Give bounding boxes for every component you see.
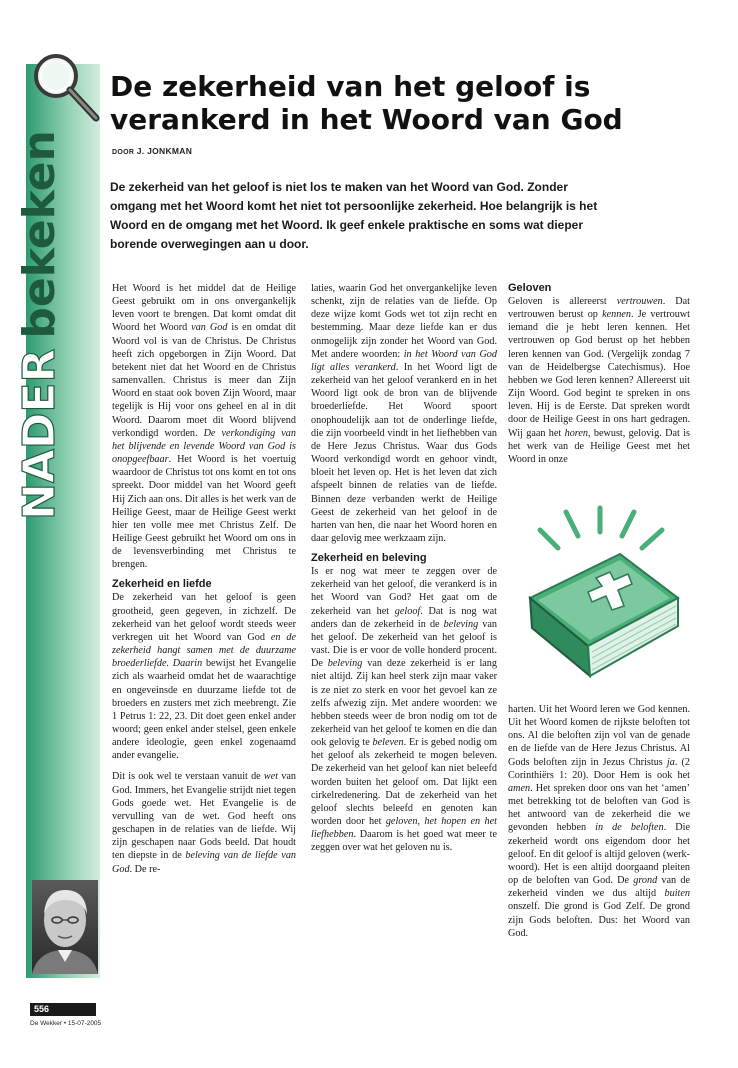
byline-prefix: DOOR [112,149,135,156]
column-2 [311,282,497,855]
magnifier-icon [30,50,110,130]
subheading-zekerheid-beleving: Zekerheid en beleving [311,552,427,565]
lead-paragraph: De zekerheid van het geloof is niet los te maken van het Woord van God. Zonder omgang met het Woord komt het niet tot persoonlijke zekerheid. Hoe belangrijk is het Woord en de omgang met het Woord. Ik geef enkele praktische en soms wat dieper borende overwegingen aan u door. [110,180,598,251]
author-name: J. JONKMAN [136,146,193,156]
series-word-nader: NADER [14,348,65,520]
article-title: De zekerheid van het geloof is verankerd in het Woord van God [110,70,623,136]
series-word-bekeken: bekeken [14,130,65,339]
page-number: 556 [30,1003,96,1016]
column-3-bottom [508,703,690,940]
body-paragraph: harten. Uit het Woord leren we God kennen. Uit het Woord komen de rijkste beloften tot ons. Al die beloften zijn vol van de genade en de liefde van de Here Jezus Christus. Al Gods beloften zijn in Jezus Christus ja. (2 Corinthiërs 1: 20). Door Hem is ook het amen. Het spreken door ons van het ‘amen’ met betrekking tot de beloften van God is het antwoord van de zekerheid die we gevonden hebben in de beloften. Die zekerheid wordt ons eigendom door het geloof. En dit geloof is altijd geloven (werk-woord). Het is een altijd doorgaand pleiten op de beloften van God. De grond van de zekerheid vinden we dus altijd buiten onszelf. Die grond is God Zelf. De grond zijn Gods beloften. Dus: het Woord van God. [508,704,690,939]
bible-illustration [508,506,692,686]
body-paragraph: Is er nog wat meer te zeggen over de zekerheid van het geloof, die verankerd is in het Woord van God? Het gaat om de zekerheid van het geloof. Dat is nog wat anders dan de zekerheid in de beleving van het geloof. De zekerheid van het geloof is vast. Die is er voor de volle honderd procent. De beleving van deze zekerheid is er lang niet altijd. Zij kan heel sterk zijn maar vaker is ze niet zo sterk en voor het gevoel kan ze zelfs afwezig zijn. Met andere woorden: we hebben steeds weer de bron nodig om tot de zekerheid van het geloof te komen en die dan ook gelovig te beleven. Er is gebed nodig om het geloof als zekerheid te mogen beleven. De zekerheid van het geloof kan niet beleefd worden buiten het geloof om. Dat lijkt een cirkelredenering. Dat de zekerheid van het geloof slechts beleefd en genoten kan worden door het geloven, het hopen en het liefhebben. Daarom is het goed wat meer te zeggen over wat het geloven nu is. [311,566,497,854]
svg-text:NADERbekeken [14,130,65,520]
body-paragraph: laties, waarin God het onvergankelijke leven schenkt, zijn de relaties van de liefde. Op deze wijze komt Gods wet tot zijn recht en bestemming. Maar deze liefde kan er dus onmogelijk zijn zonder het Woord van God. Met andere woorden: in het Woord van God ligt alles verankerd. In het Woord ligt de zekerheid van het geloof verankerd en in het Woord ligt ook de bron van de blijvende broederliefde. Het Woord spoort onophoudelijk aan tot de onderlinge liefde, die zijn voorbeeld vindt in het liefhebben van de Here Jezus Christus. Waar dus Gods Woord verkondigd wordt en gehoor vindt, bloeit het leven op. Het is het leven dat zich afspeelt binnen de relaties van de liefde. Binnen deze verbanden werkt de Heilige Geest de zekerheid van het geloof in de harten van hen, die naar het Woord horen en daar gelovig mee werkzaam zijn. [311,283,497,544]
body-paragraph: Geloven is allereerst vertrouwen. Dat vertrouwen berust op kennen. Je vertrouwt iemand die je hebt leren kennen. Het vertrouwen op God berust op het hebben leren kennen van God. (Vergelijk zondag 7 van de Heidelbergse Catechismus). Hoe hebben we God leren kennen? Allereerst uit Zijn Woord. God begint te spreken in ons leven. Hij is de Eerste. Dat spreken wordt door de Heilige Geest in ons hart gedragen. Wij gaan het horen, bewust, gelovig. Dat is het werk van de Heilige Geest met het Woord in onze [508,296,690,465]
column-3-top [508,281,690,466]
body-paragraph: De zekerheid van het geloof is geen grootheid, geen gegeven, in zichzelf. De zekerheid van het geloof wordt steeds weer verkregen uit het Woord van God en de zekerheid hangt samen met de duurzame broederliefde. Daarin bewijst het Evangelie zich als waarheid omdat het de waarachtige en ongeveinsde en duurzame liefde tot de broeders en zusters met zich meebrengt. Zie 1 Petrus 1: 22, 23. Dit doet geen enkel ander woord; geen enkel ander stelsel, geen enkele andere ideologie, geen enkel zogenaamd ander evangelie. [112,592,297,762]
byline [112,146,192,156]
author-photo [32,880,98,974]
body-paragraph: Het Woord is het middel dat de Heilige Geest gebruikt om in ons onvergankelijk leven voort te brengen. Dat komt omdat dit Woord het Woord van God is en omdat dit Woord vol is van de Christus. De Christus heeft zich opgeborgen in Zijn Woord. Dat betekent niet dat het Woord en de Christus samenvallen. Christus is meer dan Zijn Woord en staat ook boven Zijn Woord, maar tegelijk is Hij voor ons geheel en al in dit Woord. Daarom moet dit Woord blijvend verkondigd worden. De verkondiging van het blijvende en levende Woord van God is onopgeefbaar. Het Woord is het voertuig waardoor de Christus tot ons komt en tot ons spreekt. Door middel van het Woord geeft Hij Zich aan ons. Dit alles is het werk van de Heilige Geest, maar de Heilige Geest werkt hier ten volle mee met Christus Zelf. De Heilige Geest gebruikt het Woord om ons in de levensverbinding met Christus te brengen. [112,283,296,571]
subheading-zekerheid-liefde: Zekerheid en liefde [112,578,212,591]
body-paragraph: Dit is ook wel te verstaan vanuit de wet van God. Immers, het Evangelie strijdt niet tegen Gods goede wet. Het Evangelie is de vervulling van de wet. God heeft ons geschapen in de relaties van de liefde. Wij zijn geschapen naar Gods beeld. Dat houdt ten diepste in de beleving van de liefde van God. De re- [112,771,297,875]
column-1 [112,282,296,876]
publication-line: De Wekker • 15-07-2005 [30,1020,102,1027]
subheading-geloven: Geloven [508,282,552,294]
series-title [14,130,82,520]
